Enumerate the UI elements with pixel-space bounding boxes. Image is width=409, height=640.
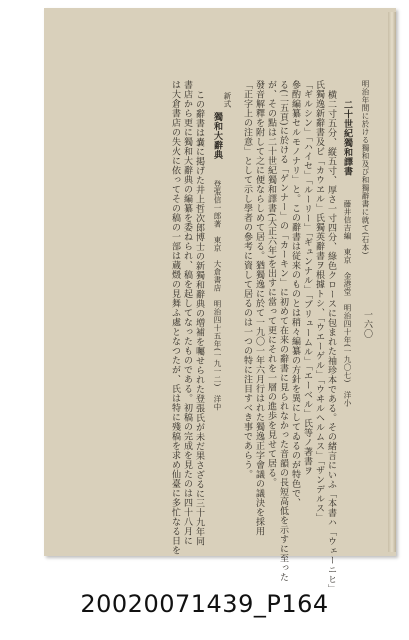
page-number: 一六〇 (362, 310, 372, 339)
entry1-line-4: 參酌編纂セルモノナリ」と。この辭書は従来のものとは稍々編纂の方針を異にしてゐるのが特色で、 (290, 80, 300, 508)
entry1-line-6: が、その點は二十世紀獨和譯書(大正六年)を出すに當って更にそれを一層の進歩を見せて居る。 (266, 80, 276, 488)
entry1-title: 二十世紀獨和譯書 (342, 100, 352, 176)
entry2-prefix: 新式 (223, 92, 232, 108)
entry1-details: 藤井信吉編 東京 金港堂 明治四十年(一九〇七) 洋小 (343, 200, 352, 407)
entry2-details: 登張信一郎著 東京 大倉書店 明治四十五年(一九一二) 洋中 (213, 180, 222, 411)
entry1-line-3: 「ギルシン」「ハイセ」「ルーリー」「ギュンナル」「ブリュームル」「エーベル」氏等ノ著書ヲ (302, 80, 312, 476)
entry1-line-2: 氏獨逸新辭書及ビ「カウヱル」氏獨英辭書ヲ根據トシ、「ウエーゲル」「ウヰルヘルムス」「ザンデルス」 (314, 80, 324, 523)
entry2-line-2: 書店から更に獨和大辭典の編纂を委ねられ、稿を起してなったものである。初稿の完成を見たのは四十八月に (182, 80, 192, 546)
image-caption: 20020071439_P164 (80, 590, 329, 618)
entry1-line-8: 「正字上の注意」として示し學者の參考に資して居るのは一つの特に注目すべき事であらう。 (242, 80, 252, 479)
running-header: 明治年間に於ける獨和及び和獨辭書に就て(石本) (361, 80, 370, 255)
entry2-line-1: この辭書は嚢に掲げた井上哲次郎博士の新獨和辭典の増補を囑せられた登張氏が未だ果さざるに三十九年同 (194, 90, 204, 546)
entry2-title: 獨和大辭典 (212, 112, 222, 160)
entry1-line-1: 横二寸五分、縦五寸、厚さ一寸四分、綠色クロースに包まれた袖珍本である。その緒言にいふ「本書ハ「ウェーニヒ」 (326, 90, 336, 594)
entry1-line-5: る(二五頁)に於ける「ゲンナー」の「カーキン」に初めて在来の辭書に見られなかった音韻の長短高低を示すに至った (278, 80, 288, 583)
page-edge (388, 12, 396, 552)
entry2-line-3: は大倉書店の失火に依ってその稿の一部は蔵燬の見舞ふ處となつたが、氏は特に殘稿を求め仙臺に多忙なる日を (170, 80, 180, 555)
entry1-line-7: 發音解釋を附して之に便ならしめて居る。猶獨逸に於て一九〇一年六月行はれた獨逸正字會議の議決を採用 (254, 80, 264, 536)
